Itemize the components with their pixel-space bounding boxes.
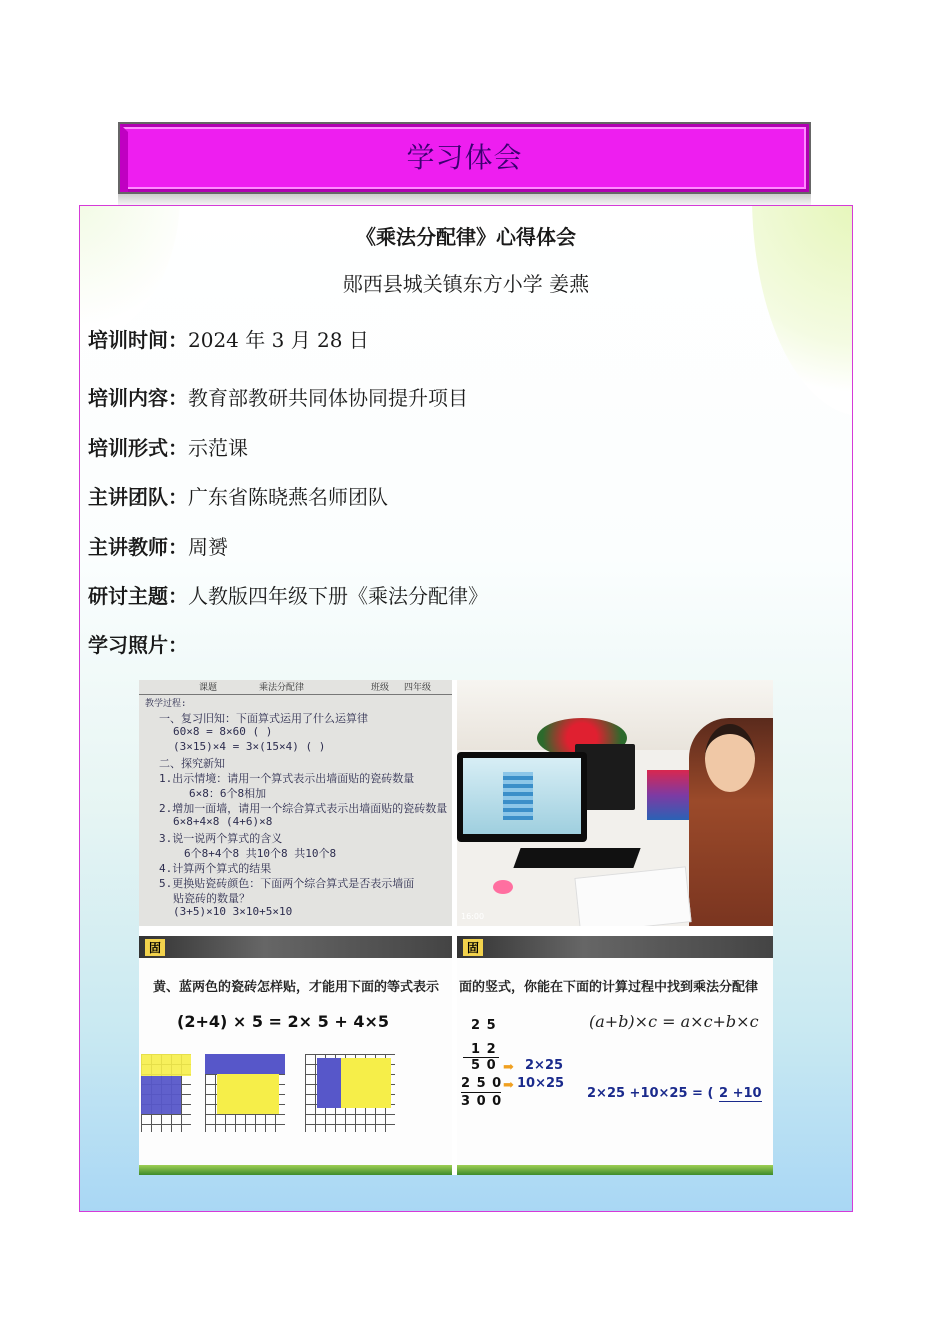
field-label: 培训时间： xyxy=(88,328,188,352)
field-label: 主讲教师： xyxy=(88,535,188,559)
document-title: 《乘法分配律》心得体会 xyxy=(356,225,576,249)
photo-grid xyxy=(139,680,773,1175)
photo-lesson-plan xyxy=(139,680,452,926)
field-training-content xyxy=(88,382,468,411)
handwritten-line: 4.计算两个算式的结果 xyxy=(159,862,272,875)
teacher-figure xyxy=(689,718,773,926)
vertical-note: 2×25 xyxy=(525,1058,564,1073)
slide-header-bar xyxy=(457,936,773,958)
vertical-digit-row: 2 5 xyxy=(471,1018,497,1033)
field-label: 培训形式： xyxy=(88,436,188,460)
slide-footer-bar xyxy=(139,1165,452,1175)
vertical-digit-row: 1 2 xyxy=(471,1042,497,1057)
arrow-icon: ➡ xyxy=(503,1078,514,1093)
field-value: 广东省陈晓燕名师团队 xyxy=(188,485,388,509)
screen-tile-grid xyxy=(503,772,533,820)
vertical-digit-row: 2 5 0 xyxy=(461,1076,503,1091)
banner-title: 学习体会 xyxy=(406,141,523,174)
monitor-screen xyxy=(463,758,581,834)
handwritten-line: (3+5)×10 3×10+5×10 xyxy=(173,905,293,918)
field-label: 学习照片： xyxy=(88,633,188,657)
field-label: 主讲团队： xyxy=(88,485,188,509)
slide-tag: 固 xyxy=(145,939,165,956)
header-cell: 班级 xyxy=(371,683,390,693)
keyboard xyxy=(513,848,640,868)
arrow-icon: ➡ xyxy=(503,1060,514,1075)
handwritten-line: 一、复习旧知：下面算式运用了什么运算律 xyxy=(159,712,368,725)
handwritten-line: 教学过程: xyxy=(145,699,187,709)
handwritten-line: (3×15)×4 = 3×(15×4) ( ) xyxy=(173,740,326,753)
content-frame xyxy=(79,205,853,1212)
field-training-format xyxy=(88,432,248,461)
bottom-equation-answer: 2 +10 xyxy=(719,1086,762,1101)
handwritten-line: 60×8 = 8×60 ( ) xyxy=(173,725,273,738)
field-value: 周赟 xyxy=(188,535,228,559)
slide-footer-bar xyxy=(457,1165,773,1175)
teacher-face xyxy=(705,724,755,792)
yellow-tiles xyxy=(141,1054,191,1076)
photo-calculation-slide xyxy=(457,936,773,1175)
paper-notes xyxy=(574,866,691,926)
blue-tiles xyxy=(317,1058,341,1108)
distributive-formula: (a+b)×c = a×c+b×c xyxy=(589,1012,759,1031)
field-value: 示范课 xyxy=(188,436,248,460)
handwritten-line: 二、探究新知 xyxy=(159,757,225,770)
blue-tiles xyxy=(141,1076,181,1114)
monitor xyxy=(457,752,587,842)
tile-grid-3 xyxy=(305,1054,395,1132)
bottom-equation: 2×25 +10×25 = ( xyxy=(587,1086,714,1101)
handwritten-line: 3.说一说两个算式的含义 xyxy=(159,832,283,845)
field-training-time xyxy=(88,324,369,353)
vertical-note: 10×25 xyxy=(517,1076,565,1091)
slide-tag: 固 xyxy=(463,939,483,956)
handwritten-line: 贴瓷砖的数量？ xyxy=(173,892,250,905)
field-photos xyxy=(88,629,188,658)
handwritten-line: 2.增加一面墙，请用一个综合算式表示出墙面贴的瓷砖数量 xyxy=(159,802,448,815)
yellow-tiles xyxy=(217,1074,279,1114)
vertical-digit-row: 5 0 xyxy=(471,1058,497,1073)
handwritten-line: 1.出示情境：请用一个算式表示出墙面贴的瓷砖数量 xyxy=(159,772,415,785)
vertical-divider xyxy=(461,1092,501,1093)
field-value: 2024 年 3 月 28 日 xyxy=(188,328,369,352)
header-cell: 课题 xyxy=(199,683,218,693)
handwritten-line: 6个8+4个8 共10个8 共10个8 xyxy=(184,847,337,860)
handwritten-line: 5.更换贴瓷砖颜色：下面两个综合算式是否表示墙面 xyxy=(159,877,415,890)
pink-flower xyxy=(493,880,513,894)
field-label: 研讨主题： xyxy=(88,584,188,608)
tile-grid-2 xyxy=(205,1054,285,1132)
slide-question: 面的竖式，你能在下面的计算过程中找到乘法分配律 xyxy=(459,980,759,995)
blue-tiles xyxy=(205,1054,285,1074)
handwritten-line: 6×8+4×8 (4+6)×8 xyxy=(173,815,273,828)
banner xyxy=(118,122,811,194)
field-lecture-team xyxy=(88,481,388,510)
handwritten-line: 6×8：6个8相加 xyxy=(189,787,267,800)
field-topic xyxy=(88,580,488,609)
photo-timestamp: 16:00 xyxy=(461,912,485,921)
field-value: 教育部教研共同体协同提升项目 xyxy=(188,386,468,410)
photo-teacher-at-computer xyxy=(457,680,773,926)
vertical-digit-row: 3 0 0 xyxy=(461,1094,503,1109)
slide-equation: (2+4) × 5 = 2× 5 + 4×5 xyxy=(177,1012,389,1031)
lesson-plan-header xyxy=(139,680,452,695)
tile-grid-1 xyxy=(141,1054,191,1132)
header-cell: 四年级 xyxy=(404,683,432,693)
field-label: 培训内容： xyxy=(88,386,188,410)
photo-tile-slide xyxy=(139,936,452,1175)
slide-question: 黄、蓝两色的瓷砖怎样贴，才能用下面的等式表示 xyxy=(153,980,440,995)
field-lecturer xyxy=(88,531,228,560)
slide-header-bar xyxy=(139,936,452,958)
header-cell: 乘法分配律 xyxy=(259,683,305,693)
document-author: 郧西县城关镇东方小学 姜燕 xyxy=(342,272,590,296)
field-value: 人教版四年级下册《乘法分配律》 xyxy=(188,584,488,608)
yellow-tiles xyxy=(341,1058,391,1108)
